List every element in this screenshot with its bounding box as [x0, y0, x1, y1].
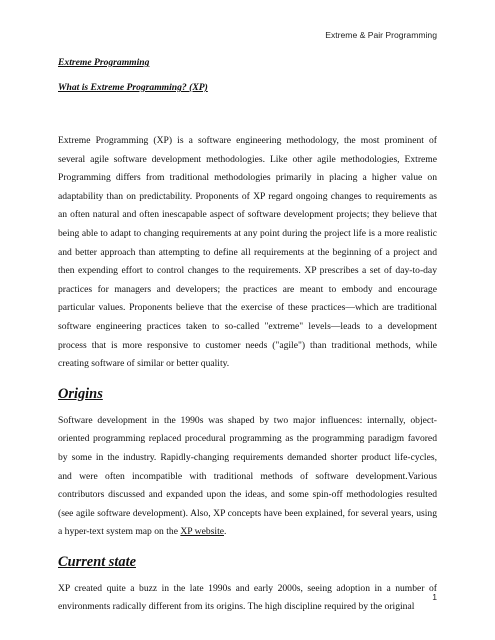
origins-paragraph [58, 412, 437, 542]
current-state-paragraph: XP created quite a buzz in the late 1990s and early 2000s, seeing adoption in a number of environments radically different from its origins. The high discipline required by the original [58, 582, 437, 613]
section-heading-origins: Origins [58, 385, 103, 402]
xp-website-link[interactable]: XP website [180, 526, 224, 538]
running-header: Extreme & Pair Programming [325, 30, 437, 40]
document-subtitle: What is Extreme Programming? (XP) [58, 82, 208, 93]
section-heading-current-state: Current state [58, 553, 136, 570]
origins-paragraph-text: Software development in the 1990s was shaped by two major influences: internally, object-oriented programming replaced procedural programming as the programming paradigm favored by some in the industry. Rapidly-changing requirements demanded shorter product life-cycles, and were often incompatible with traditional methods of software development.Various contributors discussed and expanded upon the ideas, and some spin-off methodologies resulted (see agile software development). Also, XP concepts have been explained, for several years, using a hyper-text system map on the [58, 414, 437, 538]
document-title: Extreme Programming [58, 57, 150, 68]
origins-paragraph-end: . [224, 526, 227, 538]
page-number: 1 [432, 592, 437, 602]
document-body [58, 56, 437, 617]
intro-paragraph: Extreme Programming (XP) is a software engineering methodology, the most prominent of several agile software development methodologies. Like other agile methodologies, Extreme Programming differs from traditional methodologies primarily in placing a higher value on adaptability than on predictability. Proponents of XP regard ongoing changes to requirements as an often natural and often inescapable aspect of software development projects; they believe that being able to adapt to changing requirements at any point during the project life is a more realistic and better approach than attempting to define all requirements at the beginning of a project and then expending effort to control changes to the requirements. XP prescribes a set of day-to-day practices for managers and developers; the practices are meant to embody and encourage particular values. Proponents believe that the exercise of these practices—which are traditional software engineering practices taken to so-called "extreme" levels—leads to a development process that is more responsive to customer needs ("agile") than traditional methods, while creating software of similar or better quality. [58, 135, 437, 370]
